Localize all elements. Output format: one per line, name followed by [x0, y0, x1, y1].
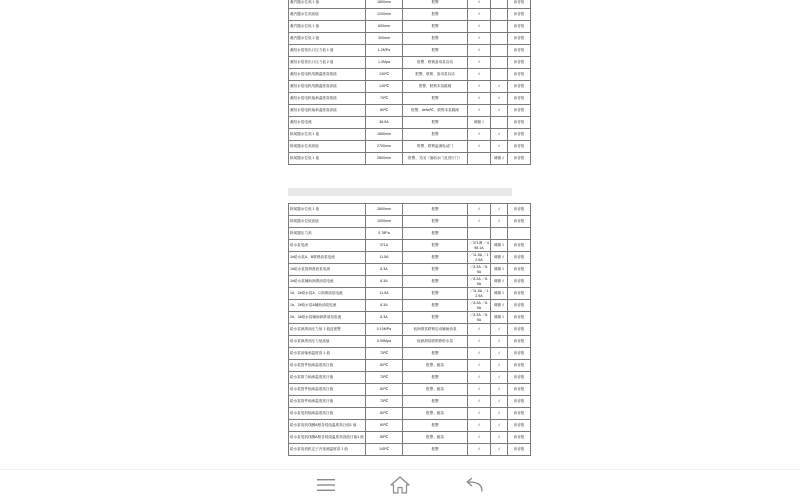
table-cell: 读音报 — [508, 93, 531, 105]
table-cell: √ — [491, 129, 508, 141]
table-cell: √ — [468, 141, 491, 153]
table-cell: 报警、联锁溢流电动门 — [403, 141, 468, 153]
table-cell: 低润滑泵联锁停给水泵 — [403, 336, 468, 348]
table-cell — [491, 45, 508, 57]
table-cell: √ — [491, 408, 508, 420]
table-cell: 1800mm — [366, 0, 403, 9]
table-cell: 凝汽器水位高 1 值 — [289, 0, 366, 9]
table-cell: 读音报 — [508, 420, 531, 432]
table-cell: 读音报 — [508, 360, 531, 372]
table-cell: 报警 — [403, 348, 468, 360]
table-cell — [491, 57, 508, 69]
table-cell: 给水泵电机机定子冷视测温度高 1 值 — [289, 444, 366, 456]
table-cell: ／8.3A ／8.9A — [468, 312, 491, 324]
table-cell: 报警 — [403, 312, 468, 324]
table-cell: 报警 — [403, 420, 468, 432]
table-cell: 读音报 — [508, 117, 531, 129]
table-row — [289, 384, 531, 396]
table-cell: 读音报 — [508, 348, 531, 360]
table-cell: √ — [491, 420, 508, 432]
table-cell: 给水泵前轴承温度高 1 值 — [289, 348, 366, 360]
table-cell: √ — [468, 129, 491, 141]
table-cell: 600mm — [366, 21, 403, 33]
table-cell: 调频 √ — [468, 117, 491, 129]
table-cell: √ — [468, 57, 491, 69]
table-cell: √ — [491, 384, 508, 396]
page-separator — [288, 188, 512, 196]
back-arrow-icon — [464, 477, 484, 493]
table-cell: 读音报 — [508, 81, 531, 93]
table-cell: 凝汽器水位高高值 — [289, 9, 366, 21]
parameter-table-bottom — [288, 203, 531, 456]
table-cell: √ — [468, 408, 491, 420]
table-cell: ／8.3A ／8.9A — [468, 264, 491, 276]
table-row — [289, 141, 531, 153]
table-cell: √ — [491, 432, 508, 444]
table-row — [289, 312, 531, 324]
table-cell: 读音报 — [508, 21, 531, 33]
table-cell: √ — [491, 81, 508, 93]
table-cell: 报警 — [403, 300, 468, 312]
table-cell: 读音报 — [508, 240, 531, 252]
table-cell: 2800mm — [366, 153, 403, 165]
table-cell: 给水泵润滑油压力低 1 值及报警 — [289, 324, 366, 336]
table-cell: 凝结水泵电机轴承温度高报值 — [289, 93, 366, 105]
table-cell: ／11.5A ／12.9A — [469, 289, 489, 298]
table-cell: √ — [468, 81, 491, 93]
table-cell: 0.09Mpa — [366, 336, 403, 348]
table-row — [289, 21, 531, 33]
table-cell: 8.3A — [366, 264, 403, 276]
table-cell: 报警 — [403, 228, 468, 240]
table-cell: 低润滑泵联锁启动辅助油泵 — [403, 324, 468, 336]
table-cell: 报警、联锁本泵跳闸 — [403, 81, 468, 93]
table-cell: 报警、联锁、备用泵启动 — [403, 69, 468, 81]
document-page-top — [288, 0, 525, 165]
table-cell: 8.3A — [366, 300, 403, 312]
table-row — [289, 252, 531, 264]
table-cell: 给水泵电机线圈A相各绕组温度高日值1 值 — [289, 420, 366, 432]
table-cell: 300mm — [366, 33, 403, 45]
table-cell: √ — [468, 432, 491, 444]
table-row — [289, 204, 531, 216]
table-cell: 凝汽器水位低 2 值 — [289, 33, 366, 45]
table-cell: 1#、2#给水泵A辅助油泵电流 — [289, 300, 366, 312]
table-row — [289, 93, 531, 105]
table-cell: 读音报 — [508, 252, 531, 264]
table-row — [289, 105, 531, 117]
table-cell: 除氧器水位高高值 — [289, 141, 366, 153]
table-cell: √ — [468, 45, 491, 57]
table-row — [289, 372, 531, 384]
table-cell: 8.3A — [366, 276, 403, 288]
table-cell: 报警、联锁备用泵启动 — [403, 57, 468, 69]
table-row — [289, 444, 531, 456]
table-cell: 调频 √ — [491, 153, 508, 165]
table-cell: √ — [491, 360, 508, 372]
table-cell: 凝结水泵电机线圈温度高报值 — [289, 69, 366, 81]
table-cell: 读音报 — [508, 384, 531, 396]
table-cell: 读音报 — [508, 57, 531, 69]
table-cell: 报警、跳泵 — [403, 384, 468, 396]
table-cell: 报警 — [403, 204, 468, 216]
table-cell: 读音报 — [508, 45, 531, 57]
table-cell — [491, 0, 508, 9]
table-cell: 报警 — [403, 444, 468, 456]
table-cell: √ — [468, 9, 491, 21]
table-row — [289, 117, 531, 129]
table-cell: 1#给水泵辅助润滑油泵电流 — [289, 276, 366, 288]
table-cell: 1850mm — [366, 129, 403, 141]
table-cell: 报警、跳泵 — [403, 432, 468, 444]
table-cell: 读音报 — [508, 372, 531, 384]
table-cell — [491, 9, 508, 21]
table-cell: √ — [468, 105, 491, 117]
table-cell: 11.5A — [366, 288, 403, 300]
table-cell: √ — [468, 21, 491, 33]
table-cell: 给水泵管件轴承温度高日值 — [289, 360, 366, 372]
system-navigation-bar — [0, 469, 800, 500]
table-cell — [508, 228, 531, 240]
table-cell: 读音报 — [508, 33, 531, 45]
table-cell: 读音报 — [508, 444, 531, 456]
table-row — [289, 129, 531, 141]
table-cell: 读音报 — [508, 264, 531, 276]
table-cell: 0.78Pa — [366, 228, 403, 240]
table-cell: 报警、跳泵 — [403, 408, 468, 420]
table-cell — [491, 21, 508, 33]
table-cell: √ — [468, 69, 491, 81]
table-cell: 读音报 — [508, 324, 531, 336]
table-cell: 读音报 — [508, 69, 531, 81]
menu-button[interactable] — [313, 474, 339, 496]
table-cell: √ — [468, 444, 491, 456]
table-cell: 调频 √ — [491, 312, 508, 324]
table-row — [289, 348, 531, 360]
table-cell: 报警 — [403, 372, 468, 384]
table-cell: 报警 — [403, 93, 468, 105]
table-cell: √ — [468, 33, 491, 45]
table-cell: 80℃ — [366, 384, 403, 396]
table-cell: 凝汽器水位低 1 值 — [289, 21, 366, 33]
table-cell: √ — [468, 372, 491, 384]
table-cell: 给水泵管件轴承温度高日值 — [289, 384, 366, 396]
table-cell: √ — [491, 204, 508, 216]
table-cell: 11.5A — [366, 252, 403, 264]
table-row — [289, 264, 531, 276]
table-row — [289, 396, 531, 408]
table-row — [289, 9, 531, 21]
table-cell: 60℃ — [366, 420, 403, 432]
table-cell: 凝结水泵电机轴承温度高高值 — [289, 105, 366, 117]
table-cell: 调频 √ — [491, 264, 508, 276]
table-row — [289, 216, 531, 228]
table-cell: 8.3A — [366, 312, 403, 324]
table-cell: 读音报 — [508, 129, 531, 141]
table-cell: 除氧器压力高 — [289, 228, 366, 240]
table-cell: 报警 — [403, 252, 468, 264]
table-cell: 1200mm — [366, 9, 403, 21]
table-cell — [491, 69, 508, 81]
table-cell: 除氧器水位低高值 — [289, 216, 366, 228]
table-cell: 75℃ — [366, 93, 403, 105]
table-cell: 145℃ — [366, 444, 403, 456]
table-cell: 除氧器水位低 1 值 — [289, 204, 366, 216]
table-cell: 报警 — [403, 276, 468, 288]
table-cell — [491, 33, 508, 45]
table-cell: 调频 √ — [491, 288, 508, 300]
table-cell: 读音报 — [508, 276, 531, 288]
table-cell: 1000mm — [366, 216, 403, 228]
table-cell: √ — [468, 360, 491, 372]
table-cell: 读音报 — [508, 312, 531, 324]
table-cell: 报警 — [403, 288, 468, 300]
table-cell: 1#给水泵管润滑油泵电流 — [289, 264, 366, 276]
table-cell: √ — [468, 336, 491, 348]
table-cell: 读音报 — [508, 9, 531, 21]
table-cell: 1#、2#给水泵A、C润滑油泵电流 — [289, 288, 366, 300]
table-cell — [491, 117, 508, 129]
table-cell: 读音报 — [508, 204, 531, 216]
table-row — [289, 408, 531, 420]
table-row — [289, 153, 531, 165]
table-cell: 80℃ — [366, 105, 403, 117]
table-row — [289, 276, 531, 288]
table-cell — [468, 228, 491, 240]
table-cell: 报警 — [403, 117, 468, 129]
table-row — [289, 57, 531, 69]
table-cell: 报警 — [403, 129, 468, 141]
table-cell: 给水泵推力轴承温度高日值 — [289, 372, 366, 384]
table-cell: √ — [491, 141, 508, 153]
table-cell: 报警 — [403, 396, 468, 408]
table-cell: 给水泵电机线圈A相各绕组温度高高值日值1 值 — [289, 432, 366, 444]
table-cell: √ — [468, 0, 491, 9]
table-cell: 2#、3#给水泵辅助润滑油泵电流 — [289, 312, 366, 324]
table-row — [289, 288, 531, 300]
table-cell: 报警、delta℃、联锁本泵跳闸 — [403, 105, 468, 117]
table-cell: 读音报 — [508, 153, 531, 165]
table-cell: 报警 — [403, 9, 468, 21]
table-cell: 0.10MPa — [366, 324, 403, 336]
table-cell: 读音报 — [508, 432, 531, 444]
table-cell: 读音报 — [508, 216, 531, 228]
table-cell: 调频 √ — [491, 300, 508, 312]
table-cell: 2700mm — [366, 141, 403, 153]
table-cell: √ — [468, 216, 491, 228]
table-cell: √ — [491, 396, 508, 408]
home-icon — [390, 476, 410, 494]
menu-icon — [317, 478, 335, 492]
home-button[interactable] — [387, 474, 413, 496]
table-cell: ／8.3A ／8.9A — [468, 276, 491, 288]
table-cell: 给水泵管件轴承温度高日值 — [289, 396, 366, 408]
table-cell: 报警 — [403, 33, 468, 45]
table-cell: 报警、跳泵 — [403, 360, 468, 372]
table-cell: 读音报 — [508, 288, 531, 300]
table-cell: 读音报 — [508, 105, 531, 117]
table-cell: 凝结水泵管出口压力低 1 值 — [289, 45, 366, 57]
table-cell: 80℃ — [366, 408, 403, 420]
table-cell: ／371调 ／498.1A — [469, 241, 489, 250]
table-cell: 读音报 — [508, 141, 531, 153]
table-cell: √ — [468, 93, 491, 105]
table-row — [289, 33, 531, 45]
table-cell: 调频 √ — [491, 240, 508, 252]
table-cell: 75℃ — [366, 348, 403, 360]
table-cell: 除氧器水位低 1 值 — [289, 153, 366, 165]
table-row — [289, 228, 531, 240]
table-cell: 读音报 — [508, 336, 531, 348]
document-page-bottom — [288, 203, 525, 456]
table-cell: 2800mm — [366, 204, 403, 216]
table-cell: ／8.3A ／8.9A — [468, 300, 491, 312]
parameter-table-top — [288, 0, 531, 165]
table-cell: ／11.5A ／12.9A — [469, 253, 489, 262]
table-cell: 读音报 — [508, 408, 531, 420]
table-cell: 调频 √ — [491, 252, 508, 264]
table-cell: 读音报 — [508, 0, 531, 9]
table-cell: √ — [468, 384, 491, 396]
table-cell: 130℃ — [366, 69, 403, 81]
table-cell: 75℃ — [366, 396, 403, 408]
table-cell: 给水泵电机轴承温度高日值 — [289, 408, 366, 420]
table-cell: 给水泵电流 — [289, 240, 366, 252]
table-cell: √ — [491, 324, 508, 336]
table-row — [289, 432, 531, 444]
back-button[interactable] — [461, 474, 487, 496]
table-cell: 除氧器水位高 1 值 — [289, 129, 366, 141]
table-cell: 85℃ — [366, 432, 403, 444]
table-row — [289, 81, 531, 93]
table-cell: √ — [491, 372, 508, 384]
table-cell: √ — [491, 348, 508, 360]
table-cell: √ — [491, 444, 508, 456]
table-cell: 报警 — [403, 264, 468, 276]
table-cell: 报警 — [403, 21, 468, 33]
table-cell: 凝结水泵电流 — [289, 117, 366, 129]
table-cell: 读音报 — [508, 396, 531, 408]
table-cell: √ — [468, 204, 491, 216]
table-cell: 报警、关闭（抽给水门及进行门） — [403, 153, 468, 165]
table-row — [289, 300, 531, 312]
table-cell: 报警 — [403, 0, 468, 9]
table-cell: 75℃ — [366, 372, 403, 384]
table-cell — [468, 153, 491, 165]
table-row — [289, 360, 531, 372]
table-cell: 371A — [366, 240, 403, 252]
table-cell: 145℃ — [366, 81, 403, 93]
table-row — [289, 0, 531, 9]
table-cell: √ — [491, 336, 508, 348]
table-cell: √ — [468, 420, 491, 432]
table-cell: 报警 — [403, 45, 468, 57]
table-cell: 调频 √ — [491, 276, 508, 288]
table-cell: 1.0Mpa — [366, 57, 403, 69]
table-cell: √ — [468, 396, 491, 408]
table-cell: 凝结水泵管出口压力低 2 值 — [289, 57, 366, 69]
table-cell: √ — [468, 324, 491, 336]
table-cell: 38.5A — [366, 117, 403, 129]
table-cell — [491, 228, 508, 240]
table-cell: √ — [491, 216, 508, 228]
table-cell: √ — [468, 348, 491, 360]
table-cell: √ — [491, 105, 508, 117]
table-cell: 1#给水泵A、B联锁油泵电流 — [289, 252, 366, 264]
table-cell: 凝结水泵电机线圈温度高高值 — [289, 81, 366, 93]
table-row — [289, 336, 531, 348]
table-cell: 80℃ — [366, 360, 403, 372]
table-cell: 给水泵润滑油压力低高值 — [289, 336, 366, 348]
table-cell: 读音报 — [508, 300, 531, 312]
table-cell: √ — [491, 93, 508, 105]
table-row — [289, 324, 531, 336]
table-row — [289, 45, 531, 57]
table-cell: 报警 — [403, 240, 468, 252]
table-row — [289, 69, 531, 81]
table-row — [289, 420, 531, 432]
table-cell: 1.2MPa — [366, 45, 403, 57]
table-cell: 报警 — [403, 216, 468, 228]
table-row — [289, 240, 531, 252]
